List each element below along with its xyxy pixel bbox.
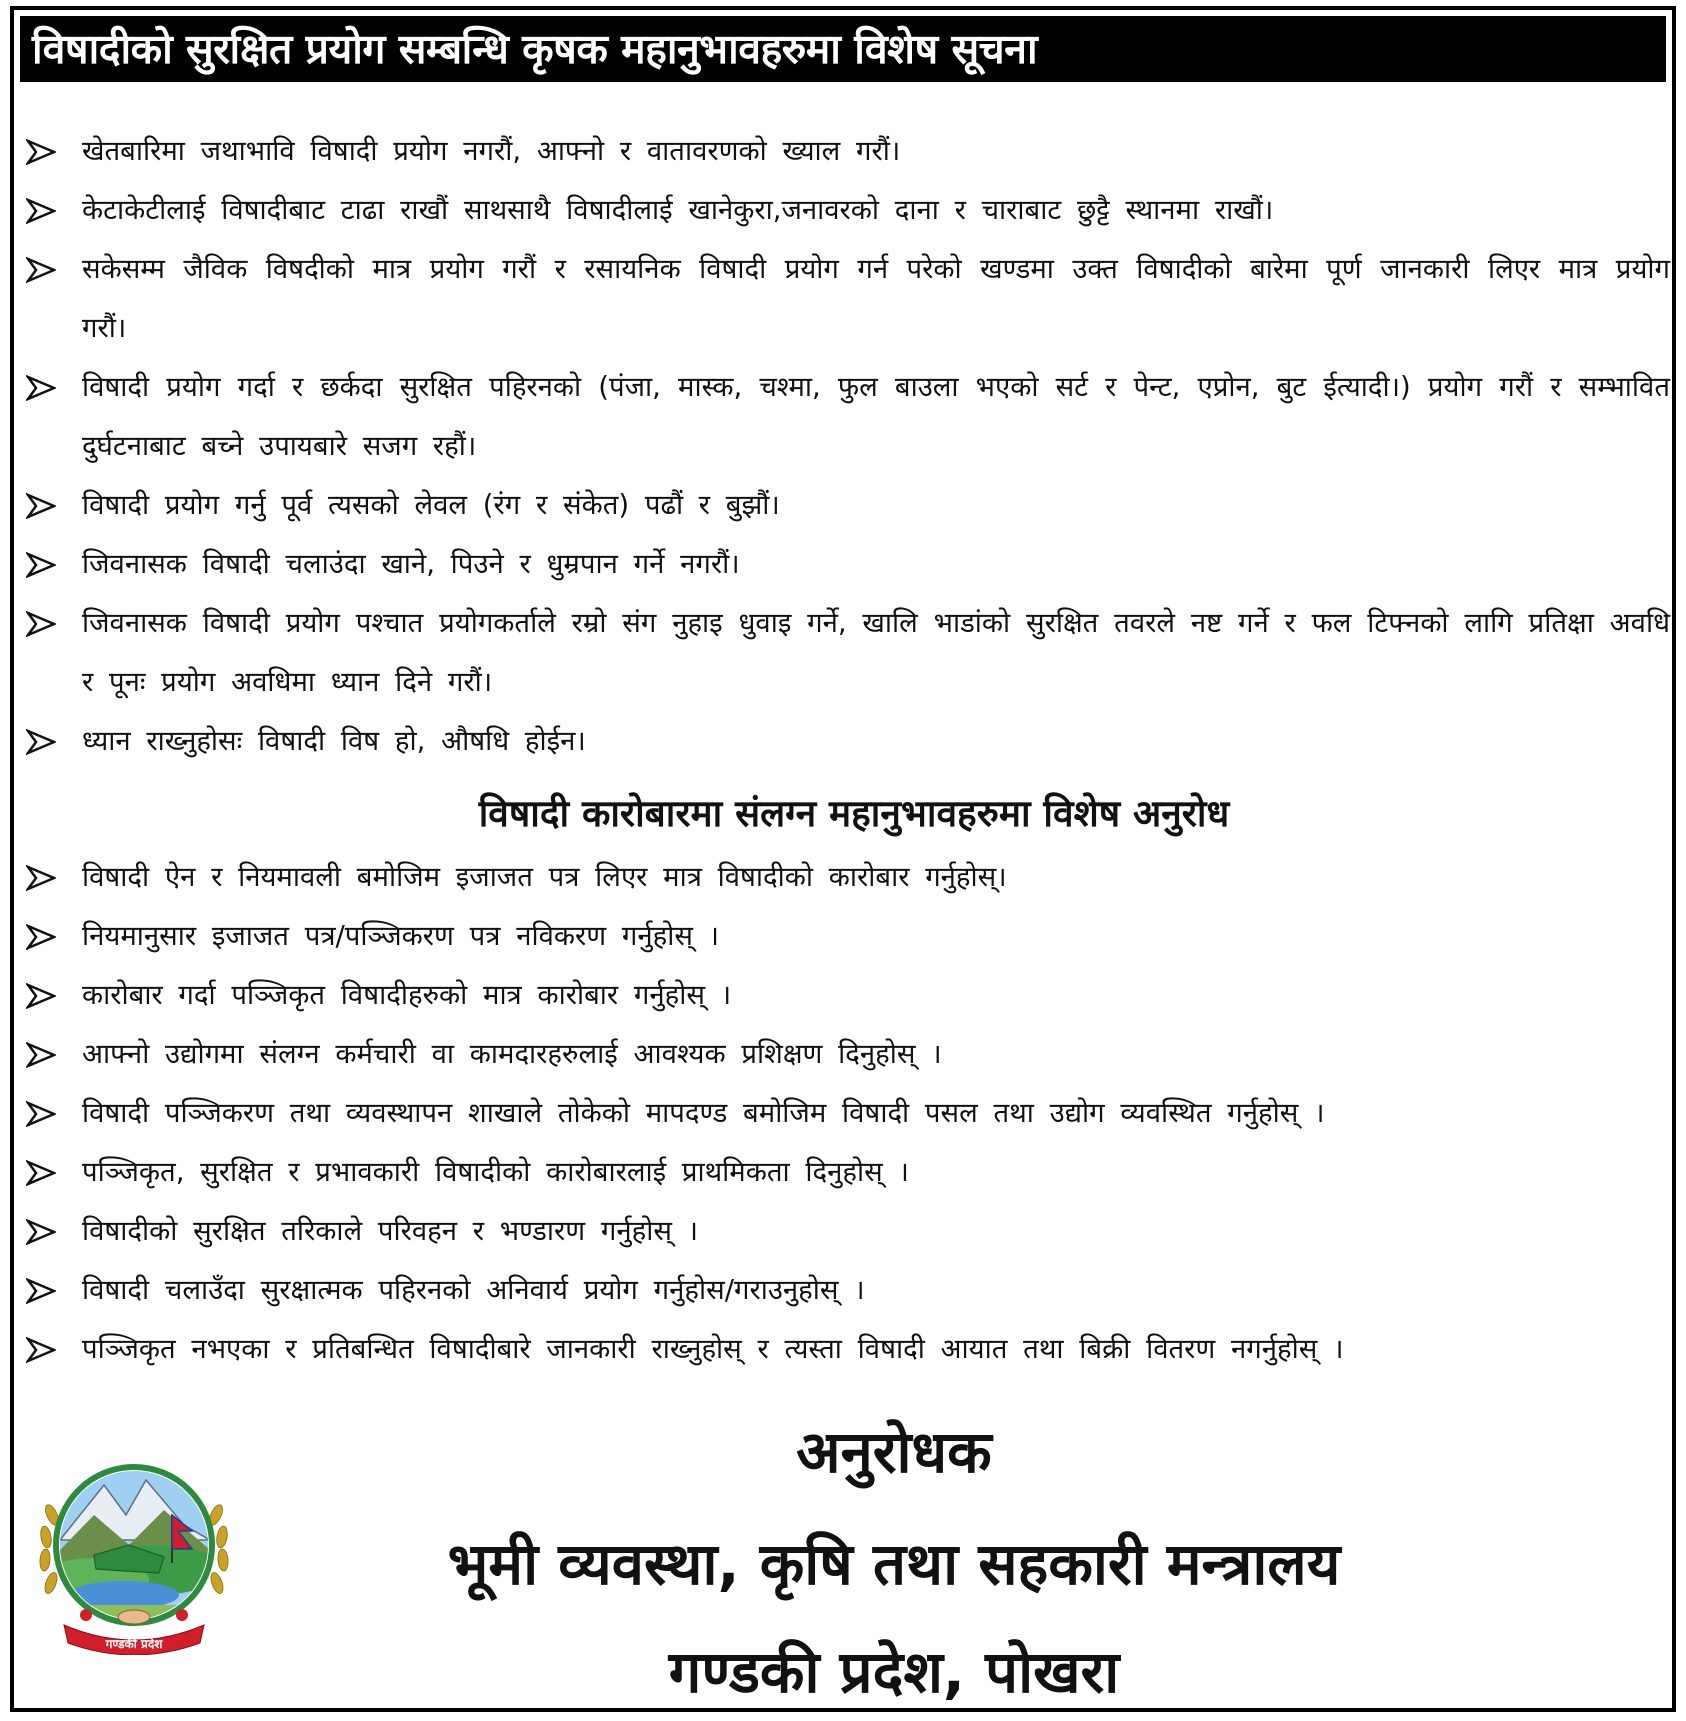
notice-page [10, 6, 1676, 1712]
list-item: विषादी प्रयोग गर्दा र छर्कदा सुरक्षित पहिरनको (पंजा, मास्क, चश्मा, फुल बाउला भएको सर्ट र पेन्ट, एप्रोन, बुट ईत्यादी।) प्रयोग गरौं र सम्भावित दुर्घटनाबाट बच्ने उपायबारे सजग रहौं। [22, 358, 1670, 476]
arrowhead-bullet-icon [26, 966, 60, 1025]
arrowhead-bullet-icon [26, 358, 60, 417]
trader-section-heading: विषादी कारोबारमा संलग्न महानुभावहरुमा विशेष अनुरोध [478, 792, 1230, 835]
list-item: विषादीको सुरक्षित तरिकाले परिवहन र भण्डारण गर्नुहोस् । [22, 1202, 1670, 1261]
arrowhead-bullet-icon [26, 476, 60, 535]
gandaki-province-emblem-icon [34, 1445, 234, 1655]
arrowhead-bullet-icon [26, 1025, 60, 1084]
list-item: पञ्जिकृत नभएका र प्रतिबन्धित विषादीबारे जानकारी राख्नुहोस् र त्यस्ता विषादी आयात तथा बिक्री वितरण नगर्नुहोस् । [22, 1320, 1670, 1379]
arrowhead-bullet-icon [26, 535, 60, 594]
requester-label: अनुरोधक [796, 1418, 992, 1486]
list-item: आफ्नो उद्योगमा संलग्न कर्मचारी वा कामदारहरुलाई आवश्यक प्रशिक्षण दिनुहोस् । [22, 1025, 1670, 1084]
arrowhead-bullet-icon [26, 712, 60, 771]
ministry-name: भूमी व्यवस्था, कृषि तथा सहकारी मन्त्रालय [447, 1530, 1341, 1598]
ministry-location: गण्डकी प्रदेश, पोखरा [668, 1638, 1120, 1706]
arrowhead-bullet-icon [26, 1084, 60, 1143]
arrowhead-bullet-icon [26, 1261, 60, 1320]
list-item: विषादी ऐन र नियमावली बमोजिम इजाजत पत्र लिएर मात्र विषादीको कारोबार गर्नुहोस्। [22, 848, 1670, 907]
emblem-ribbon-text: गण्डकी प्रदेश [105, 1637, 163, 1651]
arrowhead-bullet-icon [26, 594, 60, 653]
arrowhead-bullet-icon [26, 1320, 60, 1379]
list-item: पञ्जिकृत, सुरक्षित र प्रभावकारी विषादीको कारोबारलाई प्राथमिकता दिनुहोस् । [22, 1143, 1670, 1202]
trader-requests-list [22, 848, 1670, 1379]
list-item: जिवनासक विषादी प्रयोग पश्चात प्रयोगकर्ताले रम्रो संग नुहाइ धुवाइ गर्ने, खालि भाडांको सुरक्षित तवरले नष्ट गर्ने र फल टिफ्नको लागि प्रतिक्षा अवधि र पूनः प्रयोग अवधिमा ध्यान दिने गरौं। [22, 594, 1670, 712]
arrowhead-bullet-icon [26, 1143, 60, 1202]
arrowhead-bullet-icon [26, 1202, 60, 1261]
list-item: ध्यान राख्नुहोसः विषादी विष हो, औषधि होईन। [22, 712, 1670, 771]
list-item: नियमानुसार इजाजत पत्र/पञ्जिकरण पत्र नविकरण गर्नुहोस् । [22, 907, 1670, 966]
arrowhead-bullet-icon [26, 181, 60, 240]
list-item: विषादी पञ्जिकरण तथा व्यवस्थापन शाखाले तोकेको मापदण्ड बमोजिम विषादी पसल तथा उद्योग व्यवस्थित गर्नुहोस् । [22, 1084, 1670, 1143]
arrowhead-bullet-icon [26, 122, 60, 181]
farmer-guidelines-list [22, 122, 1670, 771]
list-item: सकेसम्म जैविक विषदीको मात्र प्रयोग गरौं र रसायनिक विषादी प्रयोग गर्न परेको खण्डमा उक्त विषादीको बारेमा पूर्ण जानकारी लिएर मात्र प्रयोग गरौं। [22, 240, 1670, 358]
notice-title: विषादीको सुरक्षित प्रयोग सम्बन्धि कृषक महानुभावहरुमा विशेष सूचना [20, 16, 1666, 82]
list-item: खेतबारिमा जथाभावि विषादी प्रयोग नगरौं, आफ्नो र वातावरणको ख्याल गरौं। [22, 122, 1670, 181]
arrowhead-bullet-icon [26, 240, 60, 299]
arrowhead-bullet-icon [26, 848, 60, 907]
list-item: केटाकेटीलाई विषादीबाट टाढा राखौं साथसाथै विषादीलाई खानेकुरा,जनावरको दाना र चाराबाट छुट्टै स्थानमा राखौं। [22, 181, 1670, 240]
list-item: जिवनासक विषादी चलाउंदा खाने, पिउने र धुम्रपान गर्ने नगरौं। [22, 535, 1670, 594]
list-item: कारोबार गर्दा पञ्जिकृत विषादीहरुको मात्र कारोबार गर्नुहोस् । [22, 966, 1670, 1025]
arrowhead-bullet-icon [26, 907, 60, 966]
list-item: विषादी चलाउँदा सुरक्षात्मक पहिरनको अनिवार्य प्रयोग गर्नुहोस/गराउनुहोस् । [22, 1261, 1670, 1320]
list-item: विषादी प्रयोग गर्नु पूर्व त्यसको लेवल (रंग र संकेत) पढौं र बुझौं। [22, 476, 1670, 535]
